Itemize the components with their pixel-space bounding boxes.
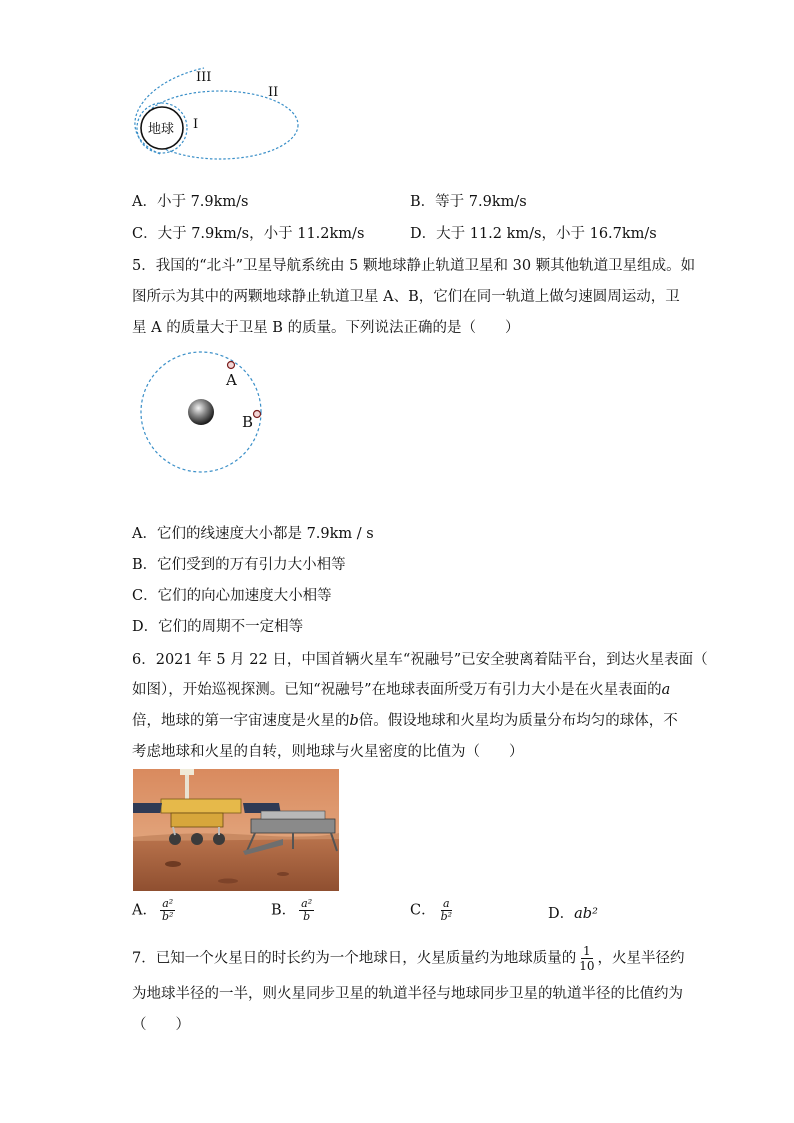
- q6-option-d: D．ab²: [548, 906, 598, 922]
- q4-option-c: C．大于 7.9km/s，小于 11.2km/s: [132, 226, 365, 242]
- q5-option-d: D．它们的周期不一定相等: [132, 619, 304, 635]
- satellite-b-label: B: [242, 413, 254, 431]
- orbit-label-i: I: [193, 117, 199, 132]
- satellite-a-dot: [228, 362, 235, 369]
- orbit-figure: [130, 62, 310, 167]
- q4-option-a: A．小于 7.9km/s: [132, 194, 249, 210]
- satellite-b-dot: [254, 411, 261, 418]
- q6-stem-line4: 考虑地球和火星的自转，则地球与火星密度的比值为（ ）: [132, 744, 524, 760]
- q6-option-a: A． $\frac{\text{a²}}{\text{b²}}$: [132, 897, 174, 923]
- q7-stem-line1: 7．已知一个火星日的时长约为一个地球日，火星质量约为地球质量的 $\frac{1}{10}$ ，火星半径约: [132, 944, 685, 973]
- q5-stem-line1: 5．我国的“北斗”卫星导航系统由 5 颗地球静止轨道卫星和 30 颗其他轨道卫星组成。如: [132, 258, 696, 274]
- q5-option-c: C．它们的向心加速度大小相等: [132, 588, 332, 604]
- central-planet: [188, 399, 214, 425]
- orbit-label-iii: III: [196, 70, 212, 85]
- orbit-label-ii: II: [268, 85, 279, 100]
- q5-stem-line2: 图所示为其中的两颗地球静止轨道卫星 A、B，它们在同一轨道上做匀速圆周运动，卫: [132, 289, 680, 305]
- q5-option-b: B．它们受到的万有引力大小相等: [132, 557, 346, 573]
- q6-stem-line2: 如图），开始巡视探测。已知“祝融号”在地球表面所受万有引力大小是在火星表面的a: [132, 682, 671, 698]
- q5-option-a: A．它们的线速度大小都是 7.9km / s: [132, 526, 374, 542]
- q7-stem-line3: （ ）: [132, 1017, 190, 1033]
- q6-option-b: B． $\frac{\text{a²}}{b}$: [271, 897, 313, 923]
- earth-label: 地球: [148, 122, 175, 137]
- q5-stem-line3: 星 A 的质量大于卫星 B 的质量。下列说法正确的是（ ）: [132, 320, 520, 336]
- q6-stem-line3: 倍，地球的第一宇宙速度是火星的b倍。假设地球和火星均为质量分布均匀的球体，不: [132, 713, 678, 729]
- satellite-a-label: A: [226, 371, 237, 389]
- q7-stem-line2: 为地球半径的一半，则火星同步卫星的轨道半径与地球同步卫星的轨道半径的比值约为: [132, 986, 683, 1002]
- q6-option-c: C． $\frac{a}{\text{b²}}$: [410, 897, 453, 923]
- mars-rover-photo: [133, 769, 339, 891]
- q4-option-d: D．大于 11.2 km/s，小于 16.7km/s: [410, 226, 657, 242]
- variable-b: b: [349, 713, 359, 729]
- variable-a: a: [661, 682, 671, 698]
- q4-option-b: B．等于 7.9km/s: [410, 194, 527, 210]
- satellite-figure: [135, 350, 275, 480]
- q6-stem-line1: 6．2021 年 5 月 22 日，中国首辆火星车“祝融号”已安全驶离着陆平台，到达火星表面（: [132, 652, 708, 668]
